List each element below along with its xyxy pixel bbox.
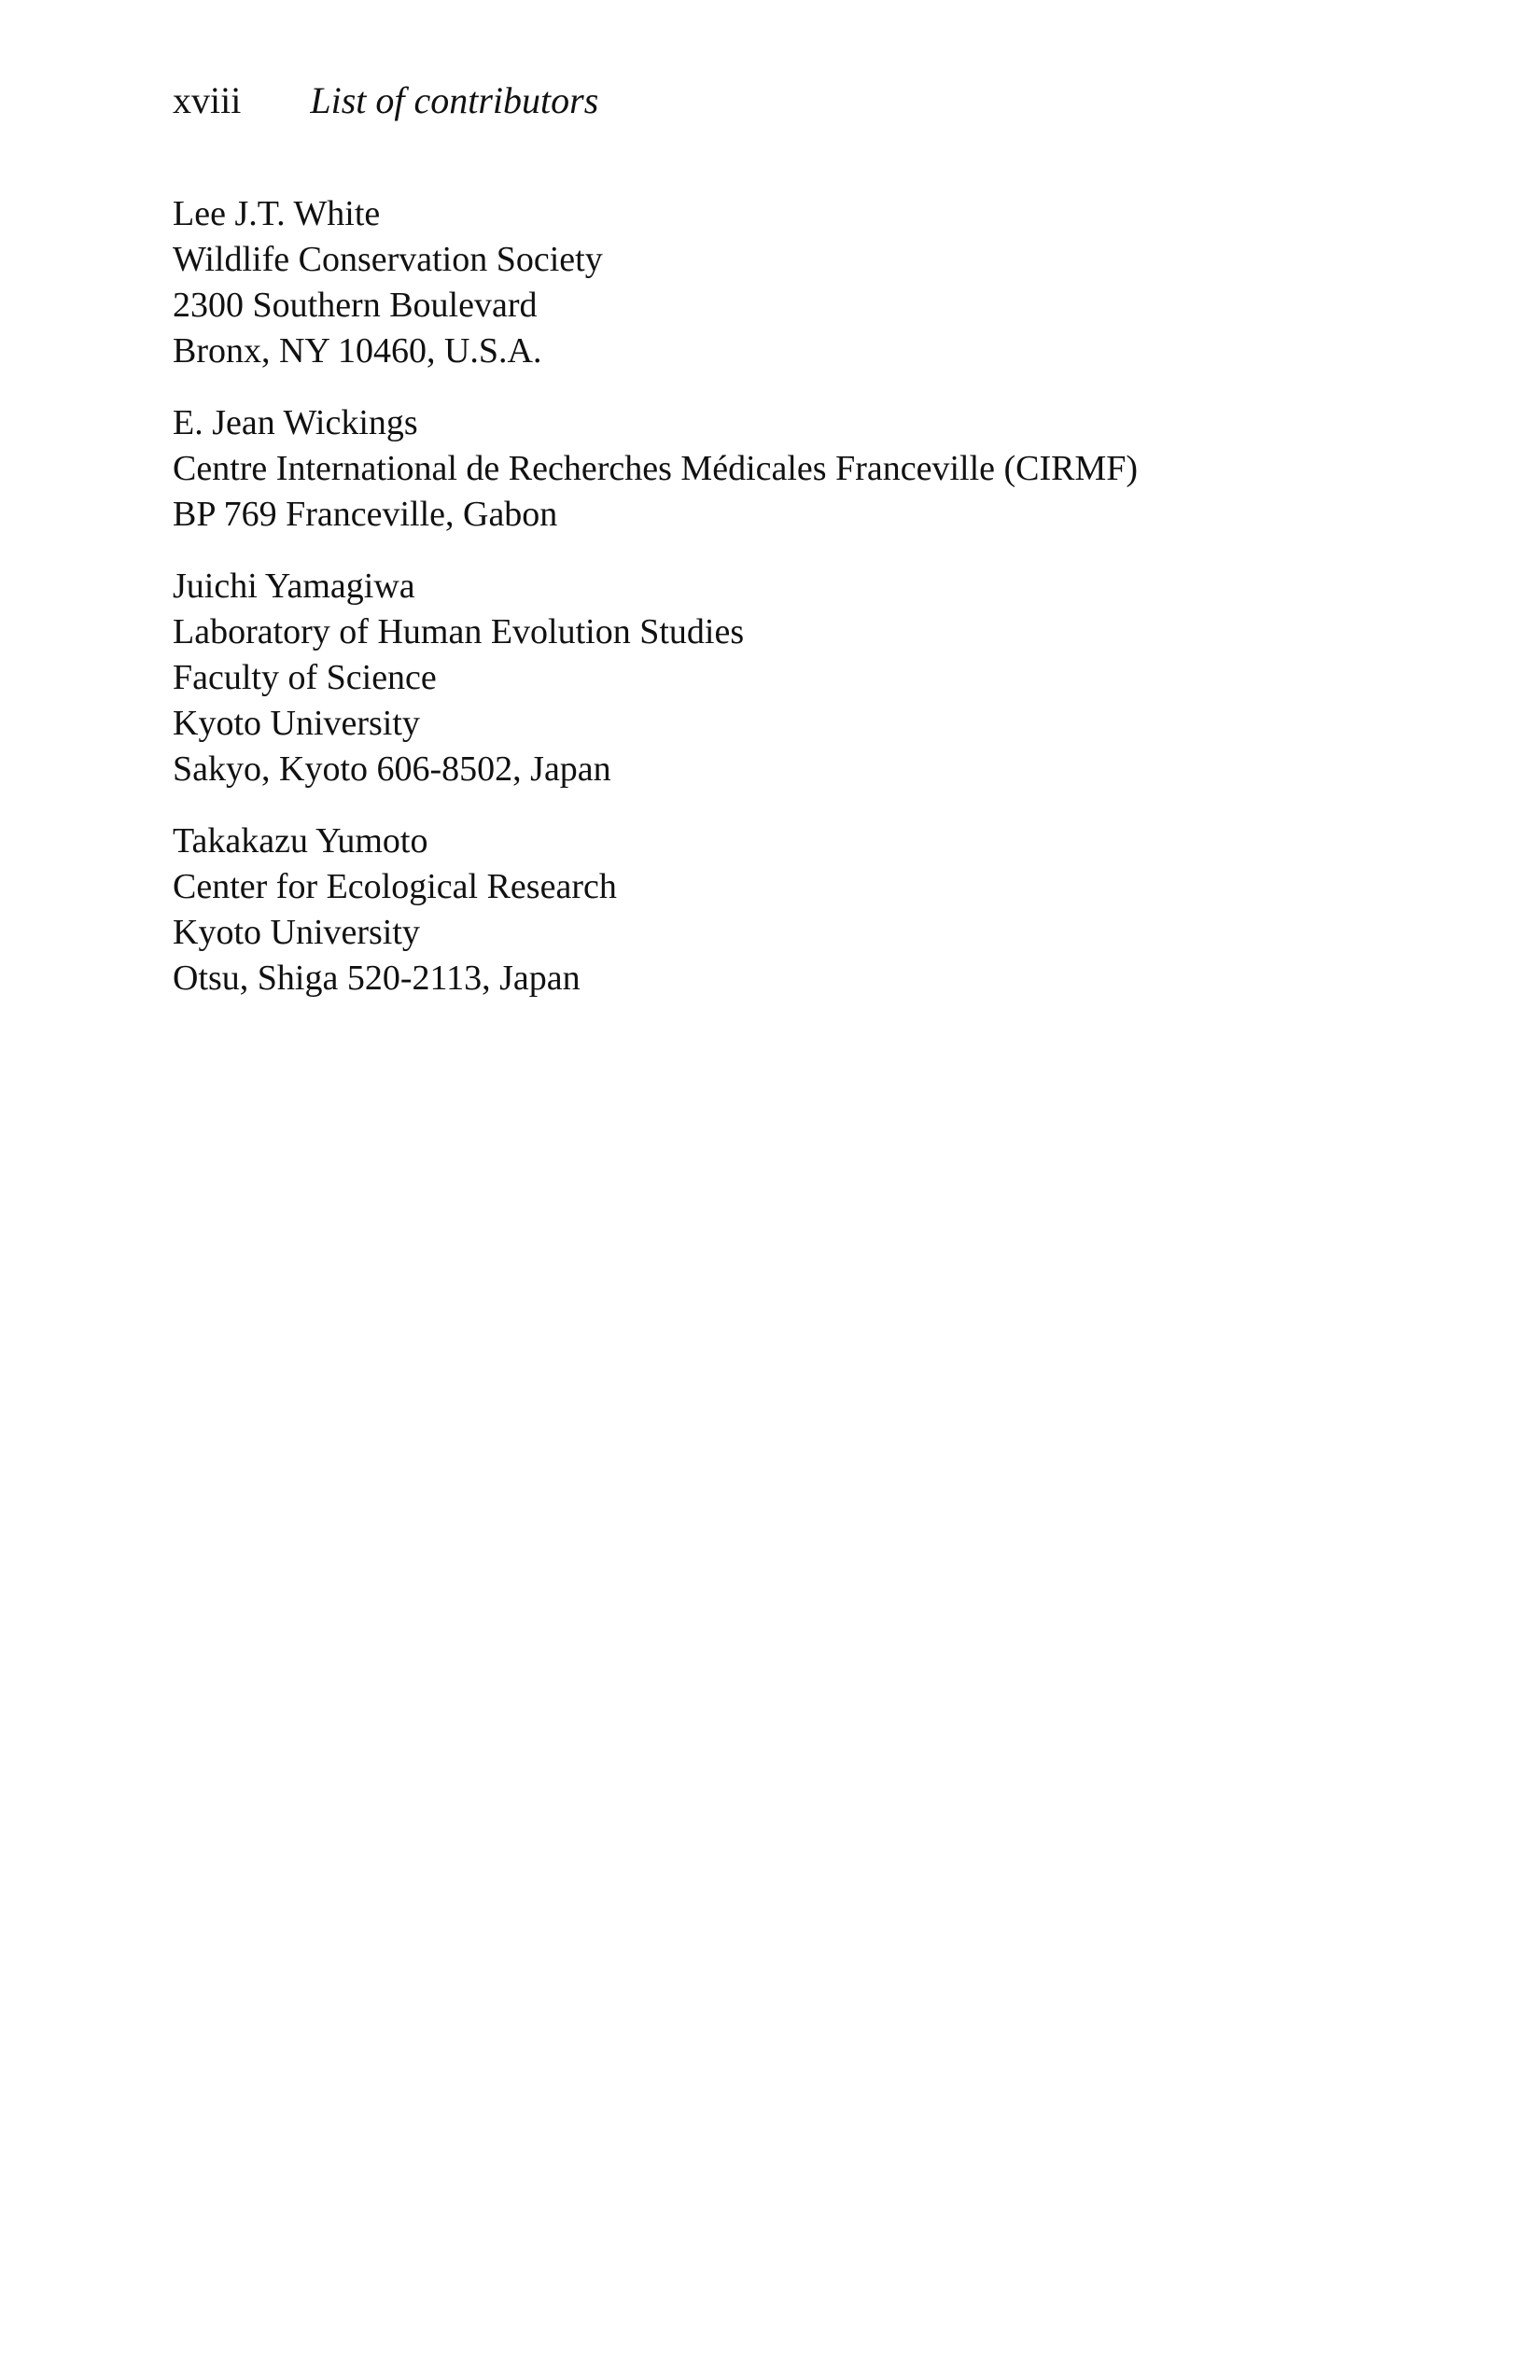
contributor-affiliation: Laboratory of Human Evolution Studies	[173, 612, 745, 651]
contributor-name: E. Jean Wickings	[173, 403, 418, 442]
contributor-entry-yumoto	[173, 819, 1386, 1001]
page-number: xviii	[173, 79, 242, 121]
contributor-affiliation: Wildlife Conservation Society	[173, 240, 603, 279]
contributor-entry-wickings	[173, 400, 1386, 538]
contributor-address-line: Sakyo, Kyoto 606-8502, Japan	[173, 749, 611, 789]
contributor-address-line: 2300 Southern Boulevard	[173, 286, 538, 325]
contributor-affiliation: Kyoto University	[173, 704, 420, 743]
contributor-address-line: BP 769 Franceville, Gabon	[173, 495, 558, 534]
contributor-affiliation: Center for Ecological Research	[173, 867, 617, 906]
contributor-name: Lee J.T. White	[173, 194, 381, 233]
running-head	[173, 75, 598, 127]
contributor-affiliation: Faculty of Science	[173, 658, 437, 697]
contributor-entry-white	[173, 191, 1386, 374]
contributor-address-line: Otsu, Shiga 520-2113, Japan	[173, 959, 581, 998]
contributor-name: Juichi Yamagiwa	[173, 567, 415, 606]
contributor-affiliation: Centre International de Recherches Médicales Franceville (CIRMF)	[173, 449, 1139, 488]
contributor-name: Takakazu Yumoto	[173, 821, 428, 861]
contributor-address-line: Bronx, NY 10460, U.S.A.	[173, 331, 542, 371]
contributor-entry-yamagiwa	[173, 564, 1386, 792]
contributor-affiliation: Kyoto University	[173, 913, 420, 952]
contributor-list	[173, 191, 1386, 1028]
section-title: List of contributors	[310, 79, 599, 121]
